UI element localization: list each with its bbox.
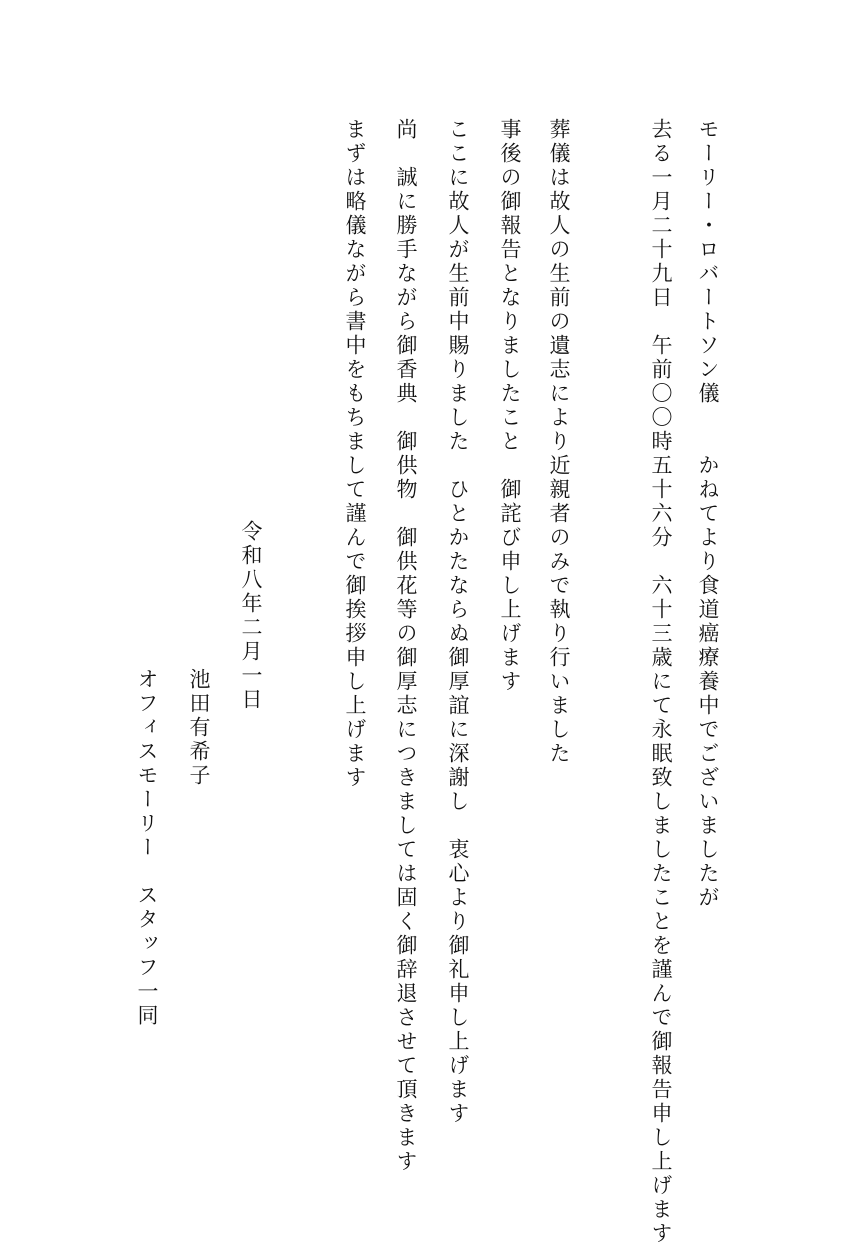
letter-line-1: モーリー・ロバートソン儀 かねてより食道癌療養中でございましたが bbox=[696, 118, 720, 910]
letter-line-6: 尚 誠に勝手ながら御香典 御供物 御供花等の御厚志につきましては固く御辞退させて頂きます bbox=[394, 118, 418, 1174]
letter-line-5: ここに故人が生前中賜りました ひとかたならぬ御厚誼に深謝し 衷心より御礼申し上げます bbox=[446, 118, 470, 1126]
letter-line-4: 事後の御報告となりましたこと 御詫び申し上げます bbox=[498, 118, 522, 694]
letter-line-3: 葬儀は故人の生前の遺志により近親者のみで執り行いました bbox=[547, 118, 571, 766]
letter-date: 令和八年二月一日 bbox=[239, 520, 263, 712]
letter-signer: 池田有希子 bbox=[187, 668, 211, 788]
letter-organization: オフィスモーリー スタッフ一同 bbox=[135, 668, 159, 1028]
letter-line-2: 去る一月二十九日 午前〇〇時五十六分 六十三歳にて永眠致しましたことを謹んで御報告申し上げます bbox=[649, 118, 673, 1246]
letter-line-7: まずは略儀ながら書中をもちまして謹んで御挨拶申し上げます bbox=[343, 118, 367, 790]
